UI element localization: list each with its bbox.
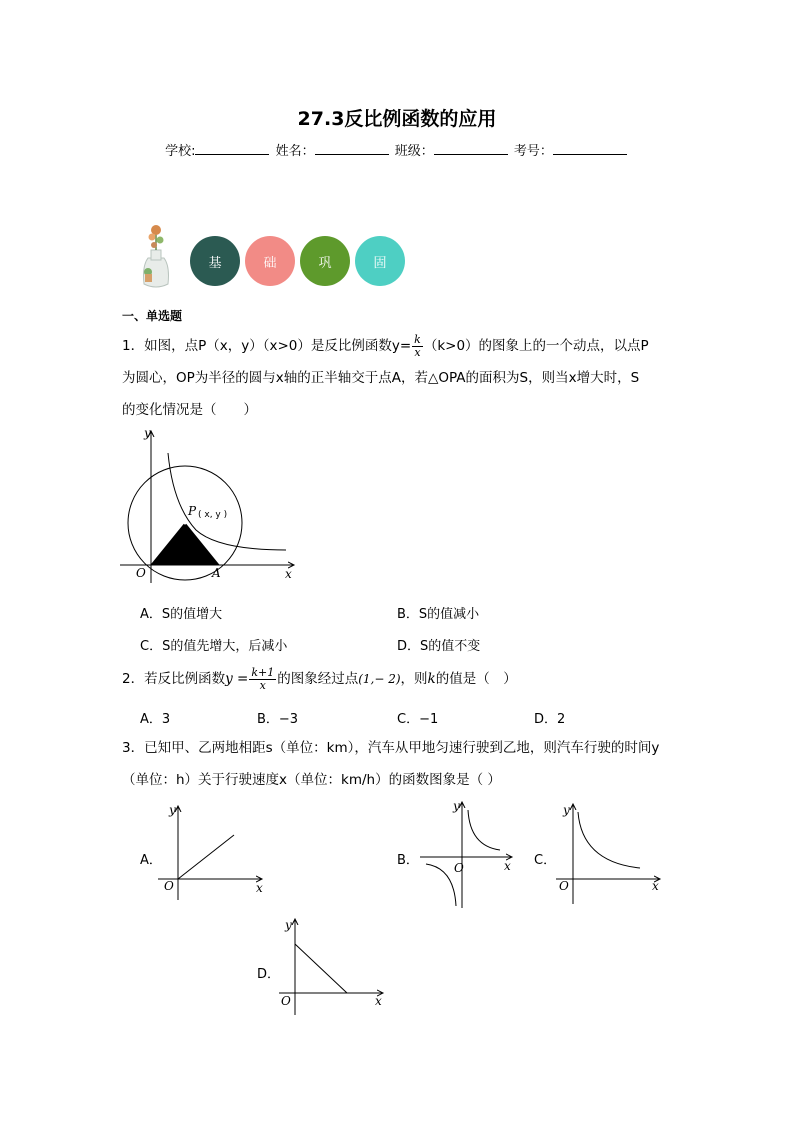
badge-row (190, 236, 405, 286)
q3-graph-d (279, 915, 389, 1020)
svg-text:y: y (453, 799, 460, 813)
question-2: 2．若反比例函数y = $\frac{k+1}{x}$ 的图象经过点(1,− 2)，则k的值是（ ） (122, 665, 517, 692)
badge-chu: 础 (245, 236, 295, 286)
q3-option-d[interactable]: D． (257, 967, 281, 982)
q3-graph-c (556, 800, 666, 905)
question-1-line-3: 的变化情况是（ ） (122, 402, 257, 418)
question-1-line-2: 为圆心，OP为半径的圆与x轴的正半轴交于点A，若△OPA的面积为S，则当x增大时，S (122, 370, 640, 386)
svg-text:y: y (563, 803, 570, 817)
q1-option-d[interactable]: D．S的值不变 (397, 639, 481, 654)
class-label: 班级： (394, 144, 434, 159)
triangle-opa (151, 523, 219, 565)
svg-text:O: O (454, 861, 464, 875)
svg-text:x: x (652, 879, 659, 893)
question-1 (122, 330, 682, 426)
plant-vase-icon (134, 222, 178, 290)
svg-text:x: x (504, 859, 511, 873)
q2-option-b[interactable]: B．−3 (257, 712, 299, 727)
q2-option-c[interactable]: C．−1 (397, 712, 439, 727)
q2-option-a[interactable]: A．3 (140, 712, 171, 727)
question-1-line-1: 1．如图，点P（x，y）（x>0）是反比例函数y= $\frac{k}{x}$ （k>0）的图象上的一个动点，以点P (122, 332, 649, 359)
q1-option-a[interactable]: A．S的值增大 (140, 607, 223, 622)
x-label: x (285, 567, 292, 581)
badge-gong: 巩 (300, 236, 350, 286)
point-p-coord: ( x, y ) (198, 510, 228, 520)
q1-option-c[interactable]: C．S的值先增大，后减小 (140, 639, 288, 654)
svg-text:O: O (281, 994, 291, 1008)
q1-option-b[interactable]: B．S的值减小 (397, 607, 480, 622)
svg-text:y: y (169, 803, 176, 817)
svg-text:y: y (285, 918, 292, 932)
name-blank (315, 142, 389, 155)
fraction-k-over-x: $\frac{k}{x}$ (414, 332, 421, 359)
point-p-label: P (188, 504, 197, 518)
question-3 (122, 732, 687, 796)
exam-number-label: 考号： (513, 144, 553, 159)
q3-option-a[interactable]: A． (140, 853, 162, 868)
svg-text:x: x (375, 994, 382, 1008)
svg-text:O: O (164, 879, 174, 893)
q2-option-d[interactable]: D．2 (534, 712, 566, 727)
school-blank (195, 142, 269, 155)
svg-text:O: O (559, 879, 569, 893)
point-a-label: A (212, 566, 221, 580)
exam-number-blank (553, 142, 627, 155)
question-1-figure (118, 425, 308, 585)
q3-graph-a (158, 800, 268, 900)
q3-option-c[interactable]: C． (534, 853, 557, 868)
q3-option-b[interactable]: B． (397, 853, 419, 868)
section-title: 一、单选题 (122, 309, 183, 323)
q3-graph-b (418, 798, 518, 910)
origin-label: O (136, 566, 146, 580)
question-3-line-2: （单位：h）关于行驶速度x（单位：km/h）的函数图象是（ ） (122, 772, 501, 788)
student-info-line (0, 140, 794, 159)
page-title: 27.3反比例函数的应用 (297, 108, 497, 130)
badge-ji: 基 (190, 236, 240, 286)
svg-text:x: x (256, 881, 263, 895)
question-3-line-1: 3．已知甲、乙两地相距s（单位：km），汽车从甲地匀速行驶到乙地，则汽车行驶的时间y (122, 740, 660, 756)
school-label: 学校: (165, 144, 196, 159)
class-blank (434, 142, 508, 155)
name-label: 姓名： (275, 144, 315, 159)
fraction-k-plus-1-over-x: $\frac{k+1}{x}$ (251, 665, 275, 692)
y-label: y (144, 426, 151, 440)
badge-gu: 固 (355, 236, 405, 286)
